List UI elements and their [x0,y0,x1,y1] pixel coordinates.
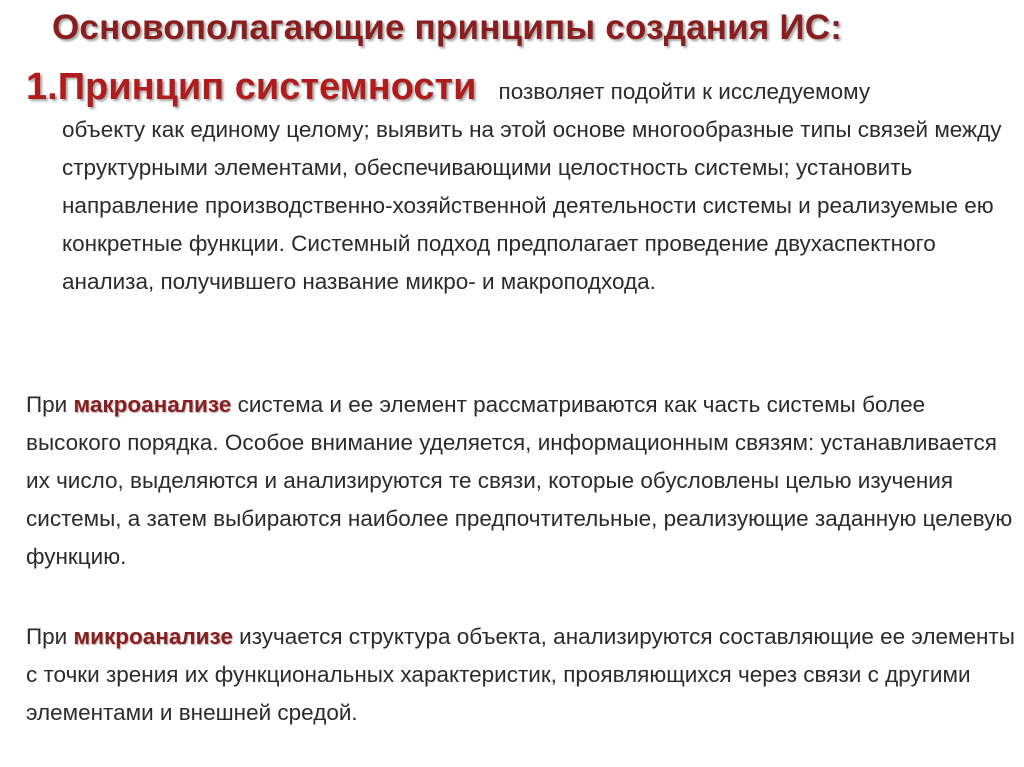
macro-text: система и ее элемент рассматриваются как часть системы более высокого порядка. Особое внимание уделяется, информационным связям: устанавливается их число, выделяются и анализируются те связи, которые обусловлены целью изучения системы, а затем выбираются наиболее предпочтительные, реализующие заданную целевую функцию. [26,392,1013,569]
principle-first-line [26,68,1011,111]
principle-first-line-text: позволяет подойти к исследуемому [498,79,871,104]
principle-section [26,68,1011,301]
microanalysis-paragraph [26,618,1016,732]
micro-prefix: При [26,624,68,649]
principle-body: объекту как единому целому; выявить на этой основе многообразные типы связей между структурными элементами, обеспечивающими целостность системы; установить направление производственно-хозяйственной деятельности системы и реализуемые ею конкретные функции. Системный подход предполагает проведение двухаспектного анализа, получившего название микро- и макроподхода. [62,117,1002,294]
macroanalysis-paragraph [26,386,1016,576]
macro-keyword: макроанализе [73,392,232,417]
principle-heading: 1.Принцип системности [26,66,477,108]
micro-text: изучается структура объекта, анализируются составляющие ее элементы с точки зрения их функциональных характеристик, проявляющихся через связи с другими элементами и внешней средой. [26,624,1015,725]
macro-prefix: При [26,392,68,417]
slide-title: Основополагающие принципы создания ИС: [52,8,843,47]
micro-keyword: микроанализе [73,624,233,649]
